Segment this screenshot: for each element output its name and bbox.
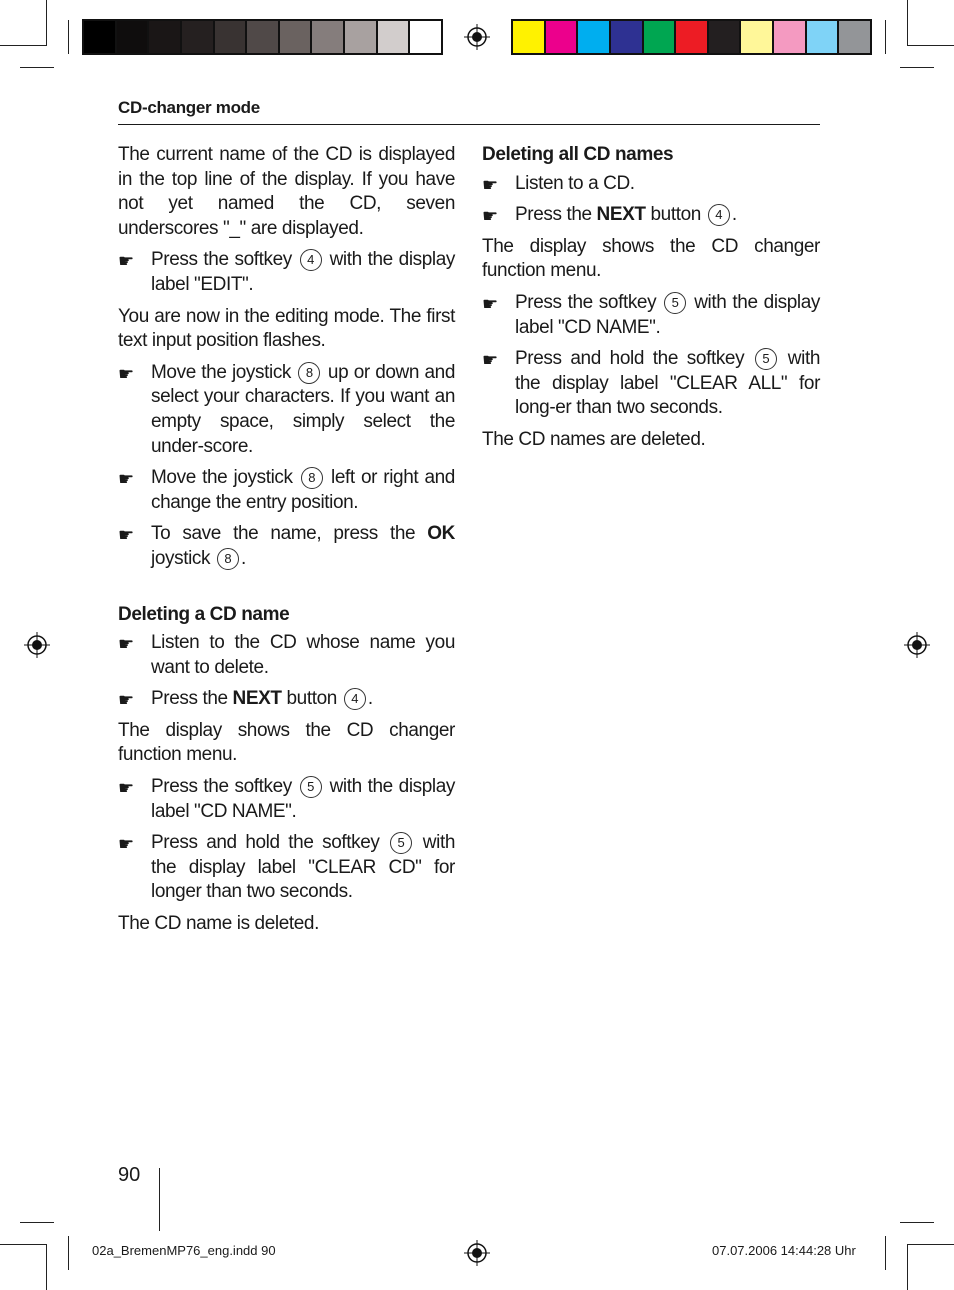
step-listen-to-cd: ☛ Listen to the CD whose name you want to delete.	[118, 632, 455, 678]
color-swatch	[676, 21, 709, 53]
pointing-hand-icon: ☛	[482, 206, 498, 227]
section-heading-delete-all-cd-names: Deleting all CD names	[482, 144, 674, 165]
color-swatch	[546, 21, 579, 53]
crop-mark	[885, 20, 886, 54]
control-number-badge: 8	[298, 362, 320, 384]
pointing-hand-icon: ☛	[118, 363, 134, 384]
step-save-name: ☛ To save the name, press the OK joystick 8 .	[118, 523, 455, 569]
registration-mark-icon	[24, 632, 50, 658]
crop-mark	[900, 67, 934, 68]
crop-mark	[900, 1222, 934, 1223]
color-swatch	[345, 21, 378, 53]
color-swatch	[280, 21, 313, 53]
crop-mark	[68, 1236, 69, 1270]
pointing-hand-icon: ☛	[118, 690, 134, 711]
color-swatch	[247, 21, 280, 53]
step-hold-softkey-clear-cd: ☛ Press and hold the softkey 5 with the display label "CLEAR CD" for longer than two seconds.	[118, 832, 455, 903]
color-swatch	[578, 21, 611, 53]
control-number-badge: 4	[344, 688, 366, 710]
crop-mark	[885, 1236, 886, 1270]
step-press-next: ☛ Press the NEXT button 4 .	[482, 203, 820, 228]
pointing-hand-icon: ☛	[118, 251, 134, 272]
control-number-badge: 4	[708, 204, 730, 226]
result-text: The CD name is deleted.	[118, 913, 319, 935]
crop-mark	[0, 45, 47, 46]
color-swatch	[312, 21, 345, 53]
step-move-joystick-up-down: ☛ Move the joystick 8 up or down and select your characters. If you want an empty space, simply select the under-score.	[118, 361, 455, 457]
menu-text: The display shows the CD changer function menu.	[482, 235, 820, 282]
step-press-softkey-cd-name: ☛ Press the softkey 5 with the display label "CD NAME".	[118, 776, 455, 822]
color-swatch	[84, 21, 117, 53]
color-swatch	[149, 21, 182, 53]
color-swatch	[117, 21, 150, 53]
footer-timestamp: 07.07.2006 14:44:28 Uhr	[712, 1243, 856, 1258]
step-press-next: ☛ Press the NEXT button 4 .	[118, 687, 455, 712]
crop-mark	[907, 0, 908, 46]
page-header: CD-changer mode	[118, 98, 820, 125]
step-hold-softkey-clear-all: ☛ Press and hold the softkey 5 with the display label "CLEAR ALL" for long-er than two seconds.	[482, 348, 820, 419]
grayscale-bar	[82, 19, 443, 55]
color-swatch	[774, 21, 807, 53]
color-bar	[511, 19, 872, 55]
page-number: 90	[118, 1164, 141, 1186]
step-press-softkey-edit: ☛ Press the softkey 4 with the display label "EDIT".	[118, 249, 455, 295]
crop-mark	[907, 1244, 908, 1290]
pointing-hand-icon: ☛	[118, 634, 134, 655]
control-number-badge: 8	[301, 467, 323, 489]
pointing-hand-icon: ☛	[482, 293, 498, 314]
control-number-badge: 5	[300, 776, 322, 798]
color-swatch	[378, 21, 411, 53]
pointing-hand-icon: ☛	[482, 174, 498, 195]
crop-mark	[908, 45, 954, 46]
footer-filename: 02a_BremenMP76_eng.indd 90	[92, 1243, 276, 1258]
crop-mark	[46, 1244, 47, 1290]
crop-mark	[908, 1244, 954, 1245]
control-number-badge: 8	[217, 548, 239, 570]
color-swatch	[839, 21, 870, 53]
pointing-hand-icon: ☛	[118, 525, 134, 546]
crop-mark	[20, 1222, 54, 1223]
crop-mark	[68, 20, 69, 54]
left-column	[118, 143, 455, 944]
control-number-badge: 5	[755, 348, 777, 370]
pointing-hand-icon: ☛	[118, 778, 134, 799]
color-swatch	[644, 21, 677, 53]
registration-mark-icon	[464, 24, 490, 50]
step-listen-to-a-cd: ☛ Listen to a CD.	[482, 172, 820, 197]
menu-text: The display shows the CD changer function menu.	[118, 719, 455, 766]
color-swatch	[709, 21, 742, 53]
crop-mark	[20, 67, 54, 68]
intro-text: The current name of the CD is displayed in the top line of the display. If you have not yet named the CD, seven underscores "_" are displayed.	[118, 144, 455, 239]
control-number-badge: 5	[664, 292, 686, 314]
pointing-hand-icon: ☛	[482, 350, 498, 371]
color-swatch	[807, 21, 840, 53]
control-number-badge: 5	[390, 832, 412, 854]
result-text: The CD names are deleted.	[482, 428, 706, 450]
color-swatch	[513, 21, 546, 53]
step-move-joystick-left-right: ☛ Move the joystick 8 left or right and change the entry position.	[118, 467, 455, 513]
color-swatch	[741, 21, 774, 53]
editing-mode-text: You are now in the editing mode. The first text input position flashes.	[118, 305, 455, 352]
pointing-hand-icon: ☛	[118, 469, 134, 490]
crop-mark	[46, 0, 47, 46]
color-swatch	[410, 21, 441, 53]
right-column	[482, 143, 820, 460]
registration-mark-icon	[464, 1240, 490, 1266]
control-number-badge: 4	[300, 249, 322, 271]
registration-mark-icon	[904, 632, 930, 658]
color-swatch	[182, 21, 215, 53]
step-press-softkey-cd-name: ☛ Press the softkey 5 with the display label "CD NAME".	[482, 291, 820, 338]
section-heading-delete-cd-name: Deleting a CD name	[118, 603, 290, 625]
color-swatch	[215, 21, 248, 53]
color-swatch	[611, 21, 644, 53]
pointing-hand-icon: ☛	[118, 834, 134, 855]
page-number-rule	[159, 1168, 160, 1231]
crop-mark	[0, 1244, 47, 1245]
